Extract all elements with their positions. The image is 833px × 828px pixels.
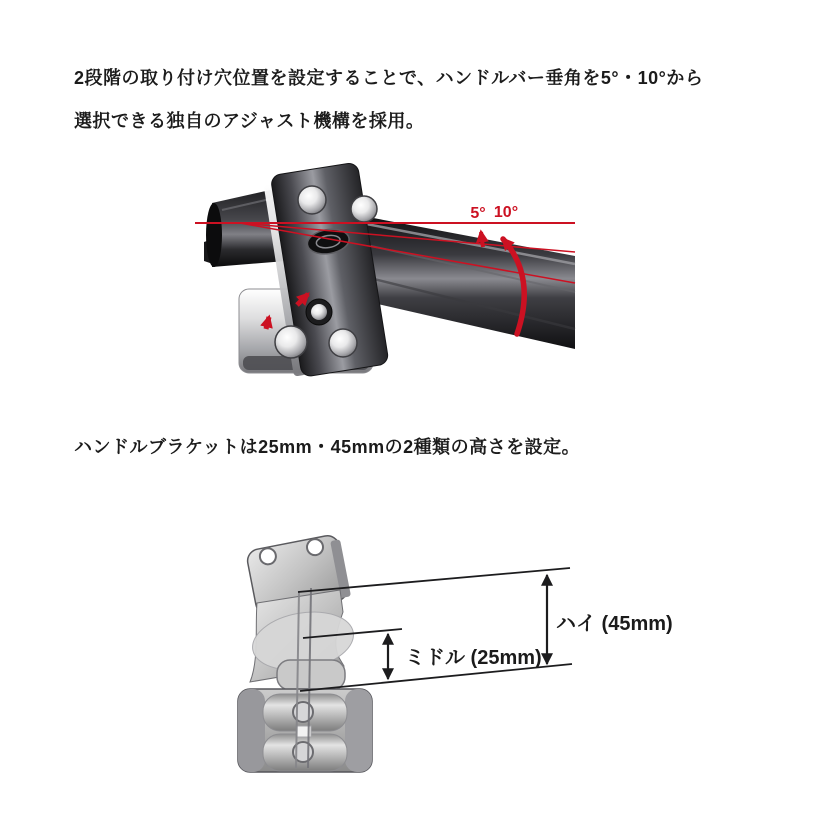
angle-label-10: 10° <box>493 204 519 221</box>
bolt-bottom-left <box>275 326 307 358</box>
angle-label-5: 5° <box>470 205 486 222</box>
intro-line-2: 選択できる独自のアジャスト機構を採用。 <box>74 111 425 131</box>
intro-line-1: 2段階の取り付け穴位置を設定することで、ハンドルバー垂角を5°・10°から <box>74 68 704 88</box>
bracket-tab <box>277 660 345 690</box>
bolt-top-right <box>351 196 377 222</box>
intro-paragraph <box>74 57 703 143</box>
handlebar-angle-figure <box>190 160 590 410</box>
bracket-clamp-block <box>238 689 372 772</box>
red-arrow-lower <box>266 317 269 329</box>
middle-height-label: ミドル (25mm) <box>405 647 542 669</box>
bolt-center <box>311 304 327 320</box>
bracket-height-paragraph: ハンドルブラケットは25mm・45mmの2種類の高さを設定。 <box>74 437 581 457</box>
high-height-label: ハイ (45mm) <box>556 613 673 635</box>
bolt-top-left <box>298 186 326 214</box>
height-dimensions <box>298 568 673 691</box>
bracket-height-figure <box>200 520 680 805</box>
arc-arrow-5deg <box>481 232 483 247</box>
bolt-bottom-right <box>329 329 357 357</box>
handlebar-tube <box>352 214 575 349</box>
